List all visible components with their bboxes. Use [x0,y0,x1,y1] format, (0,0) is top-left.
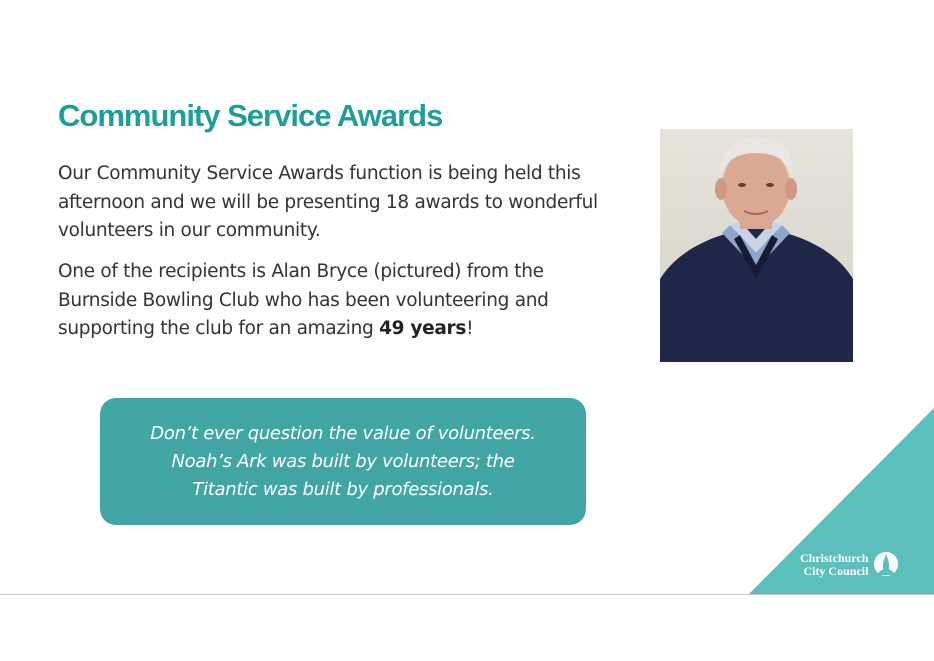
quote-line: Noah’s Ark was built by volunteers; the [171,450,515,472]
logo-text [800,552,868,578]
logo-line-1: Christchurch [800,551,869,565]
years-highlight: 49 years [379,318,467,339]
logo-line-2: City Council [803,564,869,578]
intro-paragraph: Our Community Service Awards function is being held this afternoon and we will be presenting 18 awards to wonderful volunteers in our community. [58,163,598,241]
recipient-text: One of the recipients is Alan Bryce (pictured) from the Burnside Bowling Club who has been volunteering and supporting the club for an amazing [58,261,549,339]
cathedral-icon [873,551,899,579]
recipient-paragraph [58,258,618,344]
quote-line: Don’t ever question the value of volunteers. [150,422,536,444]
bottom-divider [0,594,934,595]
recipient-text-end: ! [466,318,474,339]
quote-line: Titantic was built by professionals. [192,478,494,500]
slide-title: Community Service Awards [58,98,443,133]
recipient-photo [660,129,853,362]
council-logo [800,548,920,582]
quote-box [100,398,586,525]
portrait-image [660,129,853,362]
